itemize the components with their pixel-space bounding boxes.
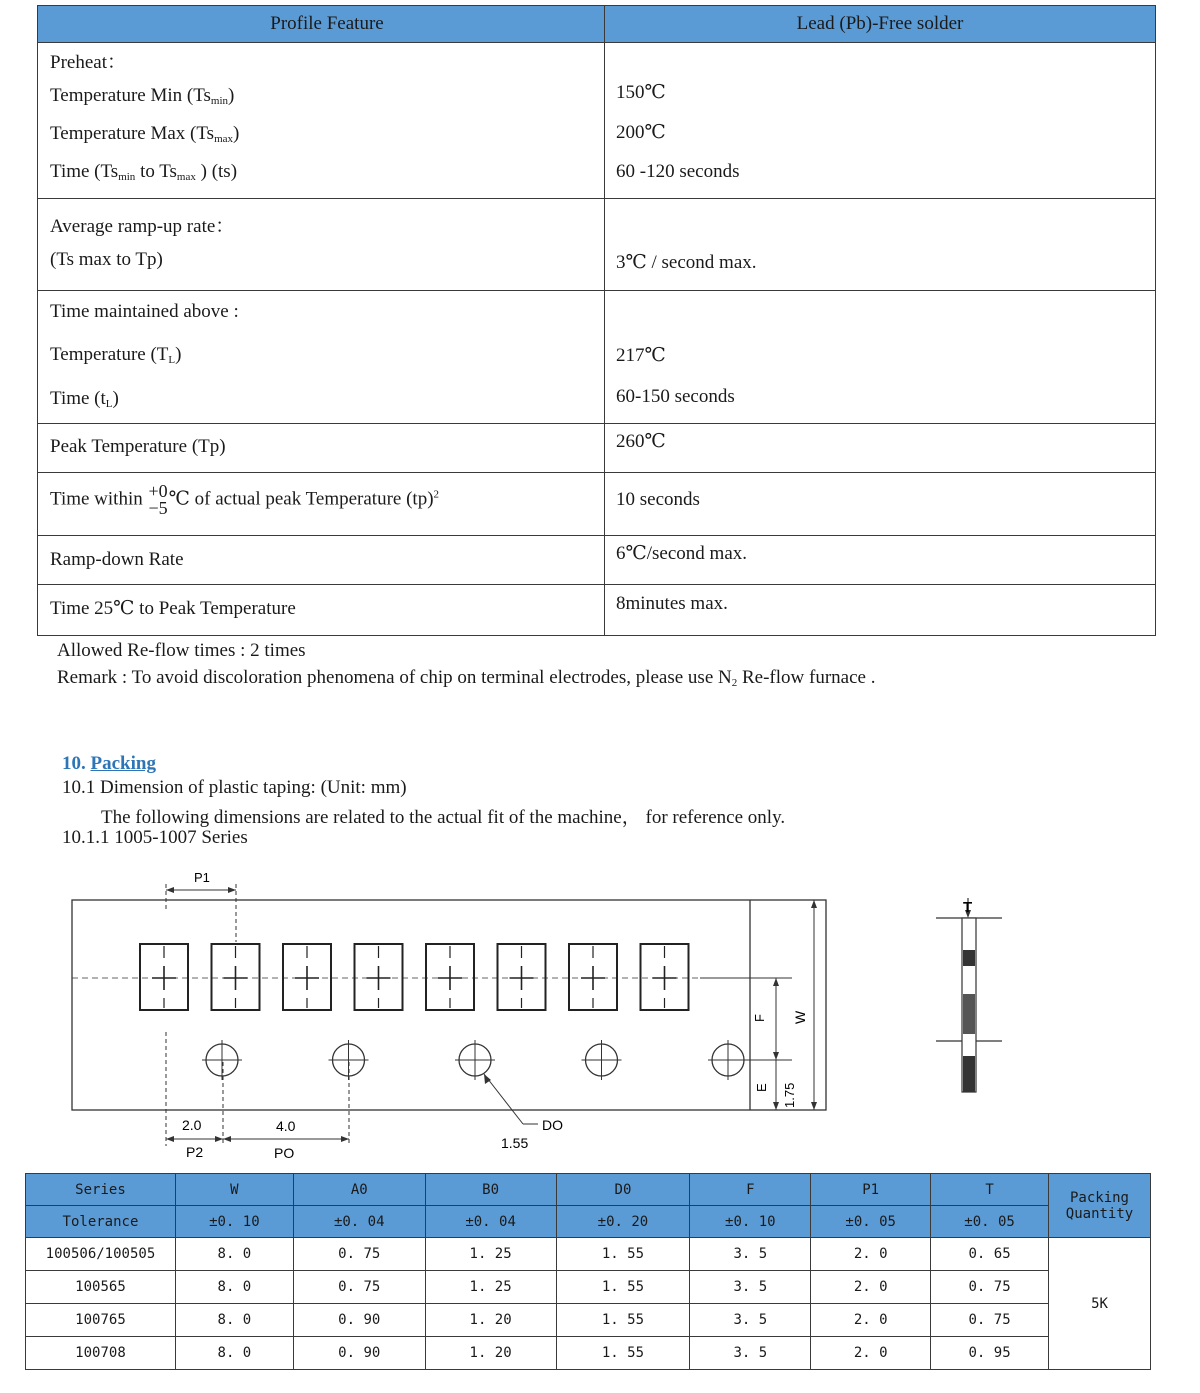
tape-outline <box>72 900 826 1110</box>
series-cell: 100565 <box>26 1271 176 1304</box>
tolerance-row <box>26 1206 1151 1238</box>
ramp-up-row <box>38 199 1156 291</box>
p1-cell: 2. 0 <box>811 1304 931 1337</box>
tl-time-close: ) <box>112 388 119 409</box>
peak-row <box>38 424 1156 473</box>
time-sub-a: min <box>118 171 136 183</box>
p2-arrow-right <box>215 1136 223 1142</box>
tmin-close: ) <box>228 85 235 106</box>
time25-value: 8minutes max. <box>616 593 728 614</box>
b0-cell: 1. 20 <box>425 1304 556 1337</box>
remark-note <box>57 667 875 689</box>
tl-label-text: Temperature (T <box>50 344 169 365</box>
tmin-sub: min <box>210 95 229 107</box>
e-arrow-bottom <box>773 1102 779 1110</box>
time-above-value-cell <box>605 291 1156 424</box>
p1-cell: 2. 0 <box>811 1271 931 1304</box>
ramp-up-heading: Average ramp-up rate： <box>50 216 235 237</box>
packing-header-row <box>26 1174 1151 1206</box>
p2-label: P2 <box>186 1144 204 1160</box>
tmax-label-text: Temperature Max (Ts <box>50 123 215 144</box>
d0-label: DO <box>542 1117 563 1133</box>
packing-quantity-cell: 5K <box>1049 1238 1151 1370</box>
preheat-time-label <box>50 161 237 183</box>
tl-time-label <box>50 388 119 410</box>
f-cell: 3. 5 <box>690 1304 811 1337</box>
e-label: E <box>754 1083 769 1092</box>
col-header-t: T <box>931 1174 1049 1206</box>
profile-header-row <box>38 6 1156 43</box>
peak-value: 260℃ <box>616 431 666 452</box>
frac-bottom: −5 <box>148 498 168 518</box>
section-title-link[interactable]: Packing <box>90 753 156 774</box>
a0-cell: 0. 75 <box>293 1238 425 1271</box>
tolerance-label: Tolerance <box>26 1206 176 1238</box>
subsection-10-1-1: 10.1.1 1005-1007 Series <box>62 827 248 848</box>
tl-label <box>50 344 181 366</box>
col-header-w: W <box>175 1174 293 1206</box>
ramp-up-label: (Ts max to Tp) <box>50 249 163 270</box>
preheat-heading: Preheat： <box>50 52 126 73</box>
w-cell: 8. 0 <box>175 1304 293 1337</box>
preheat-label-cell <box>38 43 605 199</box>
table-row <box>26 1337 1151 1370</box>
remark-text-a: Remark : To avoid discoloration phenomena of chip on terminal electrodes, please use N <box>57 667 732 688</box>
side-view-chip-3 <box>963 1056 975 1092</box>
packing-table <box>25 1173 1151 1370</box>
within-label-a: Time within <box>50 488 148 510</box>
preheat-row <box>38 43 1156 199</box>
col-header-p1: P1 <box>811 1174 931 1206</box>
time-above-label-cell <box>38 291 605 424</box>
d0-cell: 1. 55 <box>556 1337 690 1370</box>
peak-label: Peak Temperature (Tp) <box>50 436 226 457</box>
tl-time-value: 60-150 seconds <box>616 386 735 407</box>
pockets <box>140 944 689 1010</box>
p1-label: P1 <box>194 870 210 885</box>
ramp-up-value-cell <box>605 199 1156 291</box>
tmin-value: 150℃ <box>616 82 666 103</box>
time25-value-cell <box>605 585 1156 636</box>
ramp-down-label: Ramp-down Rate <box>50 549 184 570</box>
time-above-heading: Time maintained above : <box>50 301 239 322</box>
p1-arrow-left <box>166 887 174 893</box>
series-cell: 100765 <box>26 1304 176 1337</box>
p1-cell: 2. 0 <box>811 1337 931 1370</box>
d0-value: 1.55 <box>501 1135 529 1151</box>
profile-feature-header: Profile Feature <box>38 6 605 43</box>
lead-free-header: Lead (Pb)-Free solder <box>605 6 1156 43</box>
time-label-a: Time (Ts <box>50 161 119 182</box>
series-cell: 100708 <box>26 1337 176 1370</box>
tl-time-sub: L <box>105 398 113 410</box>
carrier-tape <box>72 900 826 1110</box>
tolerance-t: ±0. 05 <box>931 1206 1049 1238</box>
tmin-label-text: Temperature Min (Ts <box>50 85 211 106</box>
d0-arrow <box>484 1074 491 1084</box>
sprocket-holes <box>202 1040 748 1080</box>
tl-sub: L <box>168 354 176 366</box>
time-sub-b: max <box>176 171 196 183</box>
d0-leader <box>484 1074 523 1124</box>
within-label-cell <box>38 473 605 536</box>
w-label: W <box>792 1010 808 1024</box>
ramp-up-label-cell <box>38 199 605 291</box>
t-cell: 0. 75 <box>931 1304 1049 1337</box>
p2-value: 2.0 <box>182 1117 202 1133</box>
ramp-down-value-cell <box>605 536 1156 585</box>
table-row <box>26 1271 1151 1304</box>
b0-cell: 1. 25 <box>425 1271 556 1304</box>
tolerance-fraction <box>149 483 168 517</box>
p0-arrow-left <box>223 1136 231 1142</box>
time-above-row <box>38 291 1156 424</box>
taping-diagram <box>60 862 1020 1162</box>
b0-cell: 1. 25 <box>425 1238 556 1271</box>
col-header-series: Series <box>26 1174 176 1206</box>
remark-text-b: Re-flow furnace . <box>737 667 876 688</box>
tolerance-d0: ±0. 20 <box>556 1206 690 1238</box>
within-value: 10 seconds <box>616 489 700 510</box>
t-cell: 0. 65 <box>931 1238 1049 1271</box>
f-arrow-bottom <box>773 1052 779 1060</box>
w-cell: 8. 0 <box>175 1271 293 1304</box>
table-row <box>26 1304 1151 1337</box>
tl-value: 217℃ <box>616 345 666 366</box>
tl-close: ) <box>175 344 182 365</box>
col-header-d0: D0 <box>556 1174 690 1206</box>
t-cell: 0. 75 <box>931 1271 1049 1304</box>
peak-value-cell <box>605 424 1156 473</box>
p0-arrow-right <box>341 1136 349 1142</box>
col-header-f: F <box>690 1174 811 1206</box>
w-arrow-bottom <box>811 1102 817 1110</box>
t-label: T <box>963 899 973 916</box>
subsection-10-1: 10.1 Dimension of plastic taping: (Unit: mm) <box>62 777 407 798</box>
d0-cell: 1. 55 <box>556 1238 690 1271</box>
preheat-time-value: 60 -120 seconds <box>616 161 740 182</box>
within-label-b: ℃ of actual peak Temperature (tp) <box>168 488 434 510</box>
side-view-chip-2 <box>963 994 975 1034</box>
subsection-note: The following dimensions are related to the actual fit of the machine， for reference only. <box>101 807 786 828</box>
within-sup: 2 <box>433 488 440 501</box>
f-cell: 3. 5 <box>690 1337 811 1370</box>
p0-label: PO <box>274 1145 295 1161</box>
p1-arrow-right <box>228 887 236 893</box>
time25-row <box>38 585 1156 636</box>
tape-side-view <box>936 898 1002 1092</box>
tmin-label <box>50 85 234 107</box>
p1-cell: 2. 0 <box>811 1238 931 1271</box>
series-cell: 100506/100505 <box>26 1238 176 1271</box>
e-value: 1.75 <box>782 1082 797 1108</box>
within-row <box>38 473 1156 536</box>
ramp-down-value: 6℃/second max. <box>616 543 748 564</box>
col-header-a0: A0 <box>293 1174 425 1206</box>
tl-time-label-text: Time (t <box>50 388 106 409</box>
side-view-chip-1 <box>963 950 975 966</box>
col-header-b0: B0 <box>425 1174 556 1206</box>
ramp-up-value: 3℃ / second max. <box>616 252 757 273</box>
time25-label-cell <box>38 585 605 636</box>
f-label: F <box>752 1014 767 1022</box>
tmax-value: 200℃ <box>616 122 666 143</box>
within-value-cell <box>605 473 1156 536</box>
tmax-close: ) <box>233 123 240 144</box>
b0-cell: 1. 20 <box>425 1337 556 1370</box>
p0-value: 4.0 <box>276 1118 296 1134</box>
a0-cell: 0. 90 <box>293 1304 425 1337</box>
d0-cell: 1. 55 <box>556 1304 690 1337</box>
f-arrow-top <box>773 978 779 986</box>
tolerance-b0: ±0. 04 <box>425 1206 556 1238</box>
reflow-times-note: Allowed Re-flow times : 2 times <box>57 640 306 661</box>
ramp-down-row <box>38 536 1156 585</box>
section-number: 10. <box>62 753 91 774</box>
peak-label-cell <box>38 424 605 473</box>
t-cell: 0. 95 <box>931 1337 1049 1370</box>
tmax-sub: max <box>214 133 234 145</box>
f-cell: 3. 5 <box>690 1238 811 1271</box>
f-cell: 3. 5 <box>690 1271 811 1304</box>
time25-label: Time 25℃ to Peak Temperature <box>50 598 296 619</box>
packing-header-line1: Packing <box>1069 1189 1129 1206</box>
a0-cell: 0. 90 <box>293 1337 425 1370</box>
p2-arrow-left <box>166 1136 174 1142</box>
tolerance-w: ±0. 10 <box>175 1206 293 1238</box>
ramp-down-label-cell <box>38 536 605 585</box>
frac-top: +0 <box>148 481 168 501</box>
w-arrow-top <box>811 900 817 908</box>
remark-sub: 2 <box>731 677 738 689</box>
w-cell: 8. 0 <box>175 1337 293 1370</box>
reflow-profile-table <box>37 5 1156 636</box>
time-label-c: ) (ts) <box>195 161 238 182</box>
within-label <box>50 483 439 517</box>
d0-cell: 1. 55 <box>556 1271 690 1304</box>
preheat-value-cell <box>605 43 1156 199</box>
tolerance-f: ±0. 10 <box>690 1206 811 1238</box>
tolerance-p1: ±0. 05 <box>811 1206 931 1238</box>
tmax-label <box>50 123 239 145</box>
time-label-b: to Ts <box>135 161 177 182</box>
w-cell: 8. 0 <box>175 1238 293 1271</box>
col-header-packing-quantity <box>1049 1174 1151 1238</box>
a0-cell: 0. 75 <box>293 1271 425 1304</box>
tolerance-a0: ±0. 04 <box>293 1206 425 1238</box>
packing-header-line2: Quantity <box>1065 1205 1134 1222</box>
section-title <box>62 753 156 775</box>
table-row <box>26 1238 1151 1271</box>
